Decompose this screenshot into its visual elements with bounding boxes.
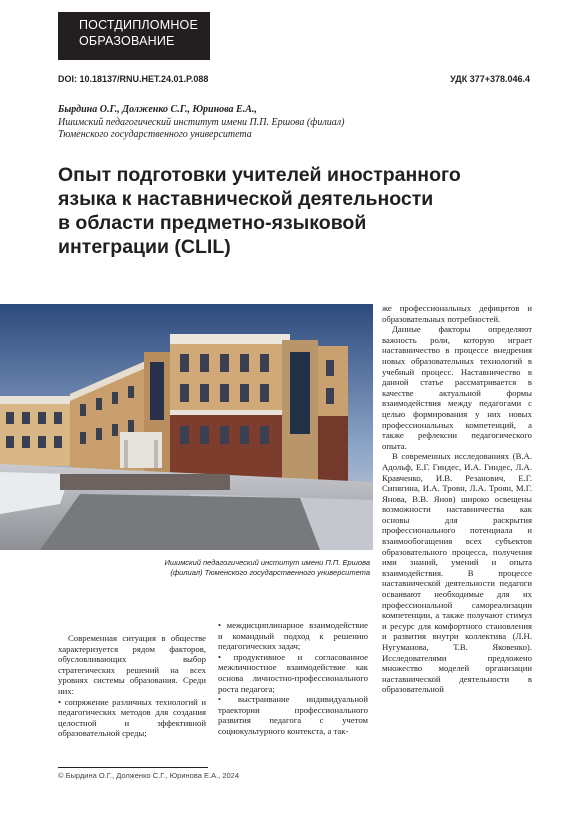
paragraph: Современная ситуация в обществе характеризуется рядом факторов, обусловливающих выбор стратегических решений на всех уровнях системы образования. Среди них: xyxy=(58,633,206,696)
section-label xyxy=(58,12,210,60)
title-line1: Опыт подготовки учителей иностранного xyxy=(58,164,461,186)
body-column-middle xyxy=(218,620,368,737)
list-item: • сопряжение различных технологий и педагогических методов для создания целостной и эффективной образовательной среды; xyxy=(58,696,206,739)
list-item: • продуктивное и согласованное межличностное взаимодействие как основа личностно-профессионального роста педагога; xyxy=(218,651,368,694)
footnote-divider xyxy=(58,767,208,768)
title-line2: языка к наставнической деятельности xyxy=(58,188,434,210)
paragraph: Данные факторы определяют важность роли, которую играет наставничество в процессе внедрения новых образовательных технологий в учебный процесс. Наставничество в данной статье рассматривается в качестве актуальной формы взаимодействия между педагогами с целью формирования у них новых профессиональных компетенций, а также рефлексии педагогического опыта. xyxy=(382,324,532,451)
caption-line2: (филиал) Тюменского государственного университета xyxy=(170,568,370,577)
section-label-line2: ОБРАЗОВАНИЕ xyxy=(79,34,175,48)
list-item: • выстраивание индивидуальной траектории профессионального развития педагога с учетом социокультурного контекста, а так- xyxy=(218,694,368,736)
affiliation-line1: Ишимский педагогический институт имени П.П. Ершова (филиал) xyxy=(58,116,345,128)
title-line4: интеграции (CLIL) xyxy=(58,236,231,258)
body-column-right xyxy=(382,303,532,695)
title-line3: в области предметно-языковой xyxy=(58,212,367,234)
copyright: © Бырдина О.Г., Долженко С.Г., Юринова Е.А., 2024 xyxy=(58,771,240,780)
paragraph: же профессиональных дефицитов и образовательных потребностей. xyxy=(382,303,532,324)
authors-block xyxy=(58,104,528,142)
list-item: • междисциплинарное взаимодействие и командный подход к решению педагогических задач; xyxy=(218,620,368,652)
affiliation-line2: Тюменского государственного университета xyxy=(58,129,252,140)
author-names: Бырдина О.Г., Долженко С.Г., Юринова Е.А., xyxy=(58,104,257,115)
article-title xyxy=(58,163,488,259)
body-column-left xyxy=(58,633,206,739)
paragraph: В современных исследованиях (В.А. Адольф, Е.Г. Гиндес, И.А. Гиндес, Л.А. Кравченко, И.В. Резанович, Е.Г. Сипягина, И.А. Тровн, Л.А. Троян, М.Г. Янова, В.В. Янов) широко освещены возможности наставничества как основы для раскрытия профессионального потенциала и взаимообогащения всех субъектов образовательного процесса, получения ими знаний, умений и опыта взаимодействия. В процессе наставнической деятельности педагоги осваивают необходимые для их профессиональной самореализации компетенции, а также получают стимул и ресурс для комфортного становления и развития внутри коллектива (Л.Н. Нугуманова, Т.В. Яковенко). Исследователями предложено множество моделей организации наставнической деятельности в образовательной xyxy=(382,451,532,695)
building-photo xyxy=(0,304,373,550)
doi[interactable]: DOI: 10.18137/RNU.HET.24.01.P.088 xyxy=(58,74,209,84)
building-illustration xyxy=(0,304,373,550)
caption-line1: Ишимский педагогический институт имени П.П. Ершова xyxy=(164,558,370,567)
udk-code: УДК 377+378.046.4 xyxy=(450,74,530,84)
section-label-line1: ПОСТДИПЛОМНОЕ xyxy=(79,18,199,32)
photo-caption xyxy=(160,558,370,578)
